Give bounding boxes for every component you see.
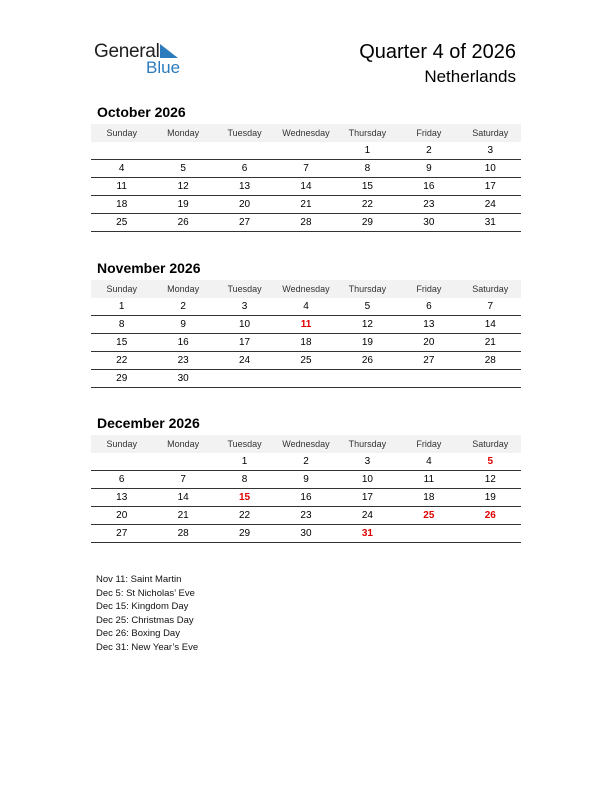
empty-day-cell <box>214 370 275 387</box>
day-cell: 28 <box>300 217 312 228</box>
day-cell: 18 <box>423 492 435 503</box>
weekday-label: Sunday <box>106 128 137 138</box>
day-cell: 22 <box>239 510 251 521</box>
day-cell: 19 <box>177 199 189 210</box>
week-row <box>91 453 521 471</box>
day-cell: 30 <box>423 217 435 228</box>
empty-day-cell <box>152 142 213 159</box>
empty-day-cell <box>398 525 459 542</box>
day-cell: 7 <box>487 301 494 312</box>
week-row <box>91 298 521 316</box>
weekday-header <box>91 435 521 453</box>
day-cell: 26 <box>177 217 189 228</box>
day-cell: 18 <box>300 337 312 348</box>
weekday-label: Wednesday <box>282 284 330 294</box>
day-cell: 28 <box>484 355 496 366</box>
weekday-label: Friday <box>416 439 442 449</box>
month-november <box>91 259 521 388</box>
day-cell: 13 <box>116 492 128 503</box>
empty-day-cell <box>214 142 275 159</box>
day-cell: 5 <box>487 456 494 467</box>
day-cell: 19 <box>484 492 496 503</box>
day-cell: 11 <box>423 474 435 485</box>
weekday-label: Thursday <box>348 128 387 138</box>
day-cell: 11 <box>300 319 312 330</box>
holiday-note: Nov 11: Saint Martin <box>96 574 182 585</box>
week-row <box>91 489 521 507</box>
month-title: December 2026 <box>97 415 200 431</box>
day-cell: 12 <box>484 474 496 485</box>
page-title: Quarter 4 of 2026 <box>359 41 516 63</box>
day-cell: 5 <box>364 301 371 312</box>
day-cell: 1 <box>118 301 125 312</box>
day-cell: 30 <box>300 528 312 539</box>
day-cell: 2 <box>303 456 309 467</box>
empty-day-cell <box>275 142 336 159</box>
day-cell: 4 <box>118 163 125 174</box>
day-cell: 1 <box>241 456 248 467</box>
country-subtitle: Netherlands <box>424 67 516 86</box>
day-cell: 23 <box>423 199 435 210</box>
empty-day-cell <box>460 525 521 542</box>
day-cell: 7 <box>303 163 309 174</box>
holiday-note: Dec 25: Christmas Day <box>96 614 194 626</box>
day-cell: 2 <box>180 301 186 312</box>
day-cell: 21 <box>177 510 189 521</box>
day-cell: 13 <box>423 319 435 330</box>
logo-text-general: General <box>94 41 160 62</box>
day-cell: 8 <box>364 163 371 174</box>
day-cell: 12 <box>177 181 189 192</box>
week-row <box>91 352 521 370</box>
day-cell: 4 <box>426 456 432 467</box>
week-row <box>91 334 521 352</box>
day-cell: 29 <box>361 217 373 228</box>
weekday-label: Saturday <box>472 284 509 294</box>
weekday-label: Tuesday <box>227 439 262 449</box>
weekday-label: Saturday <box>472 128 509 138</box>
weekday-label: Monday <box>167 439 200 449</box>
day-cell: 19 <box>361 337 373 348</box>
day-cell: 21 <box>484 337 496 348</box>
weekday-label: Thursday <box>348 284 387 294</box>
day-cell: 20 <box>239 199 251 210</box>
day-cell: 25 <box>300 355 312 366</box>
day-cell: 16 <box>300 492 312 503</box>
day-cell: 20 <box>423 337 435 348</box>
day-cell: 22 <box>116 355 128 366</box>
day-cell: 23 <box>177 355 189 366</box>
day-cell: 14 <box>300 181 312 192</box>
week-row <box>91 196 521 214</box>
day-cell: 16 <box>177 337 189 348</box>
week-row <box>91 370 521 388</box>
week-row <box>91 471 521 489</box>
month-december <box>91 414 521 543</box>
day-cell: 2 <box>426 145 432 156</box>
month-october <box>91 103 521 232</box>
holiday-note: Dec 15: Kingdom Day <box>96 601 189 612</box>
empty-day-cell <box>275 370 336 387</box>
week-row <box>91 507 521 525</box>
day-cell: 29 <box>116 373 128 384</box>
week-row <box>91 160 521 178</box>
day-cell: 9 <box>180 319 186 330</box>
day-cell: 9 <box>426 163 432 174</box>
week-row <box>91 525 521 543</box>
weekday-label: Friday <box>416 284 442 294</box>
day-cell: 6 <box>241 163 248 174</box>
day-cell: 27 <box>239 217 251 228</box>
day-cell: 24 <box>361 510 373 521</box>
weekday-header <box>91 124 521 142</box>
day-cell: 15 <box>361 181 373 192</box>
empty-day-cell <box>460 370 521 387</box>
week-row <box>91 142 521 160</box>
day-cell: 24 <box>484 199 496 210</box>
day-cell: 11 <box>116 181 127 192</box>
day-cell: 24 <box>239 355 251 366</box>
weekday-label: Tuesday <box>227 284 262 294</box>
holiday-note: Dec 26: Boxing Day <box>96 628 180 639</box>
empty-day-cell <box>398 370 459 387</box>
holiday-note: Dec 31: New Year’s Eve <box>96 641 199 653</box>
day-cell: 13 <box>239 181 251 192</box>
day-cell: 30 <box>177 373 189 384</box>
day-cell: 7 <box>180 474 186 485</box>
day-cell: 26 <box>361 355 373 366</box>
day-cell: 16 <box>423 181 435 192</box>
weekday-label: Wednesday <box>282 128 330 138</box>
logo-text-blue: Blue <box>146 58 181 77</box>
day-cell: 21 <box>300 199 312 210</box>
weekday-label: Friday <box>416 128 442 138</box>
day-cell: 10 <box>361 474 373 485</box>
day-cell: 23 <box>300 510 312 521</box>
day-cell: 27 <box>116 528 128 539</box>
day-cell: 31 <box>361 528 373 539</box>
holiday-note: Dec 5: St Nicholas’ Eve <box>96 587 195 599</box>
day-cell: 14 <box>484 319 496 330</box>
day-cell: 26 <box>484 510 496 521</box>
weekday-label: Sunday <box>106 439 137 449</box>
weekday-label: Saturday <box>472 439 509 449</box>
weekday-label: Tuesday <box>227 128 262 138</box>
weekday-label: Monday <box>167 128 200 138</box>
weekday-label: Monday <box>167 284 200 294</box>
day-cell: 5 <box>180 163 186 174</box>
day-cell: 10 <box>239 319 251 330</box>
day-cell: 6 <box>426 301 432 312</box>
weekday-label: Sunday <box>106 284 137 294</box>
day-cell: 15 <box>239 492 251 503</box>
day-cell: 1 <box>364 145 371 156</box>
day-cell: 8 <box>241 474 248 485</box>
empty-day-cell <box>152 453 213 470</box>
day-cell: 3 <box>241 301 248 312</box>
day-cell: 25 <box>423 510 435 521</box>
day-cell: 20 <box>116 510 128 521</box>
month-title: November 2026 <box>97 260 201 276</box>
day-cell: 10 <box>484 163 496 174</box>
day-cell: 17 <box>484 181 496 192</box>
day-cell: 15 <box>116 337 128 348</box>
day-cell: 3 <box>487 145 494 156</box>
month-title: October 2026 <box>97 104 186 120</box>
day-cell: 3 <box>364 456 371 467</box>
day-cell: 6 <box>118 474 125 485</box>
day-cell: 14 <box>177 492 189 503</box>
day-cell: 25 <box>116 217 128 228</box>
generalblue-logo <box>94 41 194 81</box>
day-cell: 4 <box>303 301 309 312</box>
week-row <box>91 178 521 196</box>
day-cell: 8 <box>118 319 125 330</box>
weekday-label: Wednesday <box>282 439 330 449</box>
empty-day-cell <box>337 370 398 387</box>
empty-day-cell <box>91 142 152 159</box>
day-cell: 9 <box>303 474 309 485</box>
day-cell: 31 <box>484 217 496 228</box>
week-row <box>91 316 521 334</box>
day-cell: 28 <box>177 528 189 539</box>
day-cell: 22 <box>361 199 373 210</box>
day-cell: 18 <box>116 199 128 210</box>
day-cell: 17 <box>361 492 373 503</box>
day-cell: 27 <box>423 355 435 366</box>
day-cell: 12 <box>361 319 373 330</box>
empty-day-cell <box>91 453 152 470</box>
week-row <box>91 214 521 232</box>
weekday-header <box>91 280 521 298</box>
day-cell: 29 <box>239 528 251 539</box>
day-cell: 17 <box>239 337 251 348</box>
holiday-notes <box>96 573 198 654</box>
weekday-label: Thursday <box>348 439 387 449</box>
